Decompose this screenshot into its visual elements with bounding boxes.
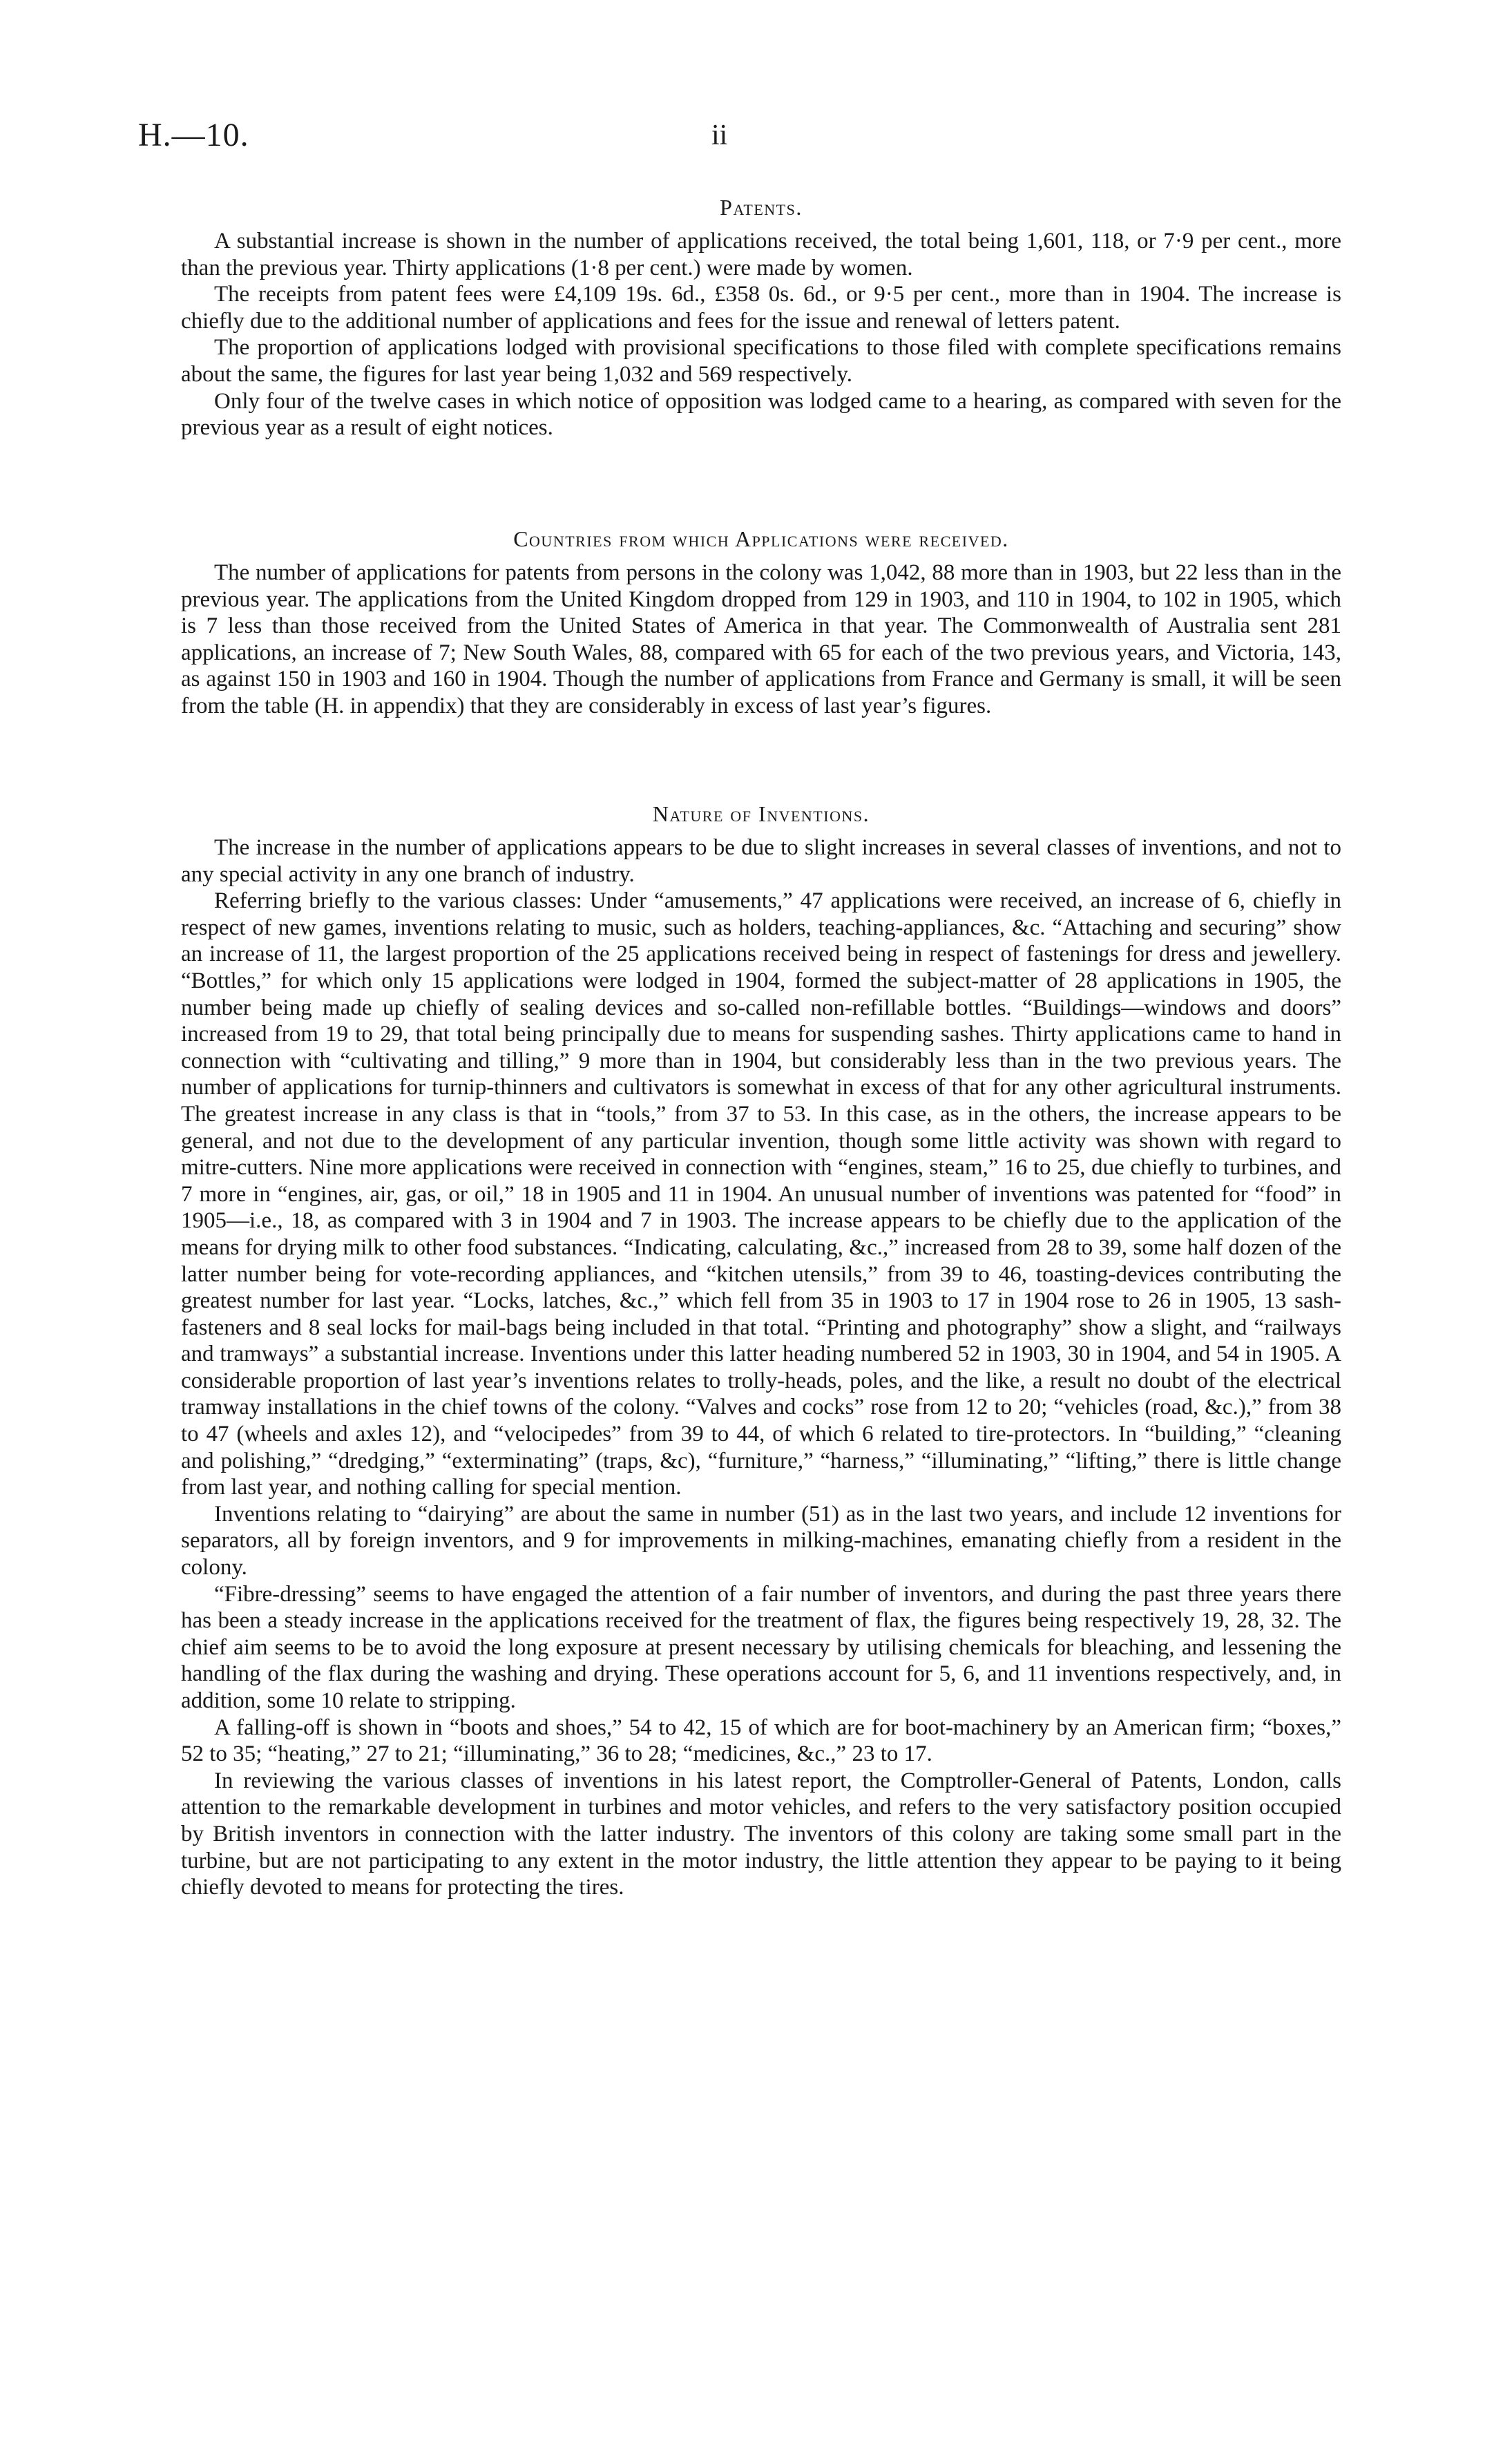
section-body-nature-of-inventions [181, 834, 1341, 1901]
section-body-countries [181, 560, 1341, 720]
paragraph: In reviewing the various classes of inventions in his latest report, the Comptroller-General of Patents, London, calls attention to the remarkable development in turbines and motor vehicles, and refers to the very satisfactory position occupied by British inventors in connection with the latter industry. The inventors of this colony are taking some small part in the turbine, but are not participating to any extent in the motor industry, the little attention they appear to be paying to it being chiefly devoted to means for protecting the tires. [181, 1768, 1341, 1900]
paragraph: The proportion of applications lodged with provisional specifications to those filed with complete specifications remains about the same, the figures for last year being 1,032 and 569 respectively. [181, 335, 1341, 387]
paragraph: Inventions relating to “dairying” are about the same in number (51) as in the last two years, and include 12 inventions for separators, all by foreign inventors, and 9 for improvements in milking-machines, emanating chiefly from a resident in the colony. [181, 1501, 1341, 1580]
page-number: ii [711, 120, 728, 151]
paragraph: The number of applications for patents from persons in the colony was 1,042, 88 more than in 1903, but 22 less than in the previous year. The applications from the United Kingdom dropped from 129 in 1903, and 110 in 1904, to 102 in 1905, which is 7 less than those received from the United States of America in that year. The Commonwealth of Australia sent 281 applications, an increase of 7; New South Wales, 88, compared with 65 for each of the two previous years, and Victoria, 143, as against 150 in 1903 and 160 in 1904. Though the number of applications from France and Germany is small, it will be seen from the table (H. in appendix) that they are considerably in excess of last year’s figures. [181, 560, 1341, 718]
section-heading-patents: Patents. [720, 195, 803, 220]
paragraph: Referring briefly to the various classes: Under “amusements,” 47 applications were received, an increase of 6, chiefly in respect of new games, inventions relating to music, such as holders, teaching-appliances, &c. “Attaching and securing” show an increase of 11, the largest proportion of the 25 applications received being in respect of fastenings for dress and jewellery. “Bottles,” for which only 15 applications were lodged in 1904, formed the subject-matter of 28 applications in 1905, the number being made up chiefly of sealing devices and so-called non-refillable bottles. “Buildings—windows and doors” increased from 19 to 29, that total being principally due to means for suspending sashes. Thirty applications came to hand in connection with “cultivating and tilling,” 9 more than in 1904, but considerably less than in the two previous years. The number of applications for turnip-thinners and cultivators is somewhat in excess of that for any other agricultural instruments. The greatest increase in any class is that in “tools,” from 37 to 53. In this case, as in the others, the increase appears to be general, and not due to the development of any particular invention, though some little activity was shown with regard to mitre-cutters. Nine more applications were received in connection with “engines, steam,” 16 to 25, due chiefly to turbines, and 7 more in “engines, air, gas, or oil,” 18 in 1905 and 11 in 1904. An unusual number of inventions was patented for “food” in 1905—i.e., 18, as compared with 3 in 1904 and 7 in 1903. The increase appears to be chiefly due to the application of the means for drying milk to other food substances. “Indicating, calculating, &c.,” increased from 28 to 39, some half dozen of the latter number being for vote-recording appliances, and “kitchen utensils,” from 39 to 46, toasting-devices contributing the greatest number for last year. “Locks, latches, &c.,” which fell from 35 in 1903 to 17 in 1904 rose to 26 in 1905, 13 sash-fasteners and 8 seal locks for mail-bags being included in that total. “Printing and photography” show a slight, and “railways and tramways” a substantial increase. Inventions under this latter heading numbered 52 in 1903, 30 in 1904, and 54 in 1905. A considerable proportion of last year’s inventions relates to trolly-heads, poles, and the like, a result no doubt of the electrical tramway installations in the chief towns of the colony. “Valves and cocks” rose from 12 to 20; “vehicles (road, &c.),” from 38 to 47 (wheels and axles 12), and “velocipedes” from 39 to 44, of which 6 related to tire-protectors. In “building,” “cleaning and polishing,” “dredging,” “exterminating” (traps, &c), “furniture,” “harness,” “illuminating,” “lifting,” there is little change from last year, and nothing calling for special mention. [181, 888, 1341, 1500]
section-body-patents [181, 228, 1341, 441]
paragraph: A substantial increase is shown in the number of applications received, the total being 1,601, 118, or 7·9 per cent., more than the previous year. Thirty applications (1·8 per cent.) were made by women. [181, 229, 1341, 280]
paragraph: A falling-off is shown in “boots and shoes,” 54 to 42, 15 of which are for boot-machinery by an American firm; “boxes,” 52 to 35; “heating,” 27 to 21; “illuminating,” 36 to 28; “medicines, &c.,” 23 to 17. [181, 1715, 1341, 1767]
document-reference: H.—10. [138, 117, 249, 153]
paragraph: The receipts from patent fees were £4,109 19s. 6d., £358 0s. 6d., or 9·5 per cent., more than in 1904. The increase is chiefly due to the additional number of applications and fees for the issue and renewal of letters patent. [181, 282, 1341, 334]
section-heading-countries: Countries from which Applications were received. [513, 526, 1009, 551]
section-heading-nature-of-inventions: Nature of Inventions. [652, 801, 870, 826]
paragraph: Only four of the twelve cases in which notice of opposition was lodged came to a hearing, as compared with seven for the previous year as a result of eight notices. [181, 388, 1341, 441]
paragraph: “Fibre-dressing” seems to have engaged the attention of a fair number of inventors, and during the past three years there has been a steady increase in the applications received for the treatment of flax, the figures being respectively 19, 28, 32. The chief aim seems to be to avoid the long exposure at present necessary by utilising chemicals for bleaching, and lessening the handling of the flax during the washing and drying. These operations account for 5, 6, and 11 inventions respectively, and, in addition, some 10 relate to stripping. [181, 1581, 1341, 1713]
paragraph: The increase in the number of applications appears to be due to slight increases in several classes of inventions, and not to any special activity in any one branch of industry. [181, 835, 1341, 887]
